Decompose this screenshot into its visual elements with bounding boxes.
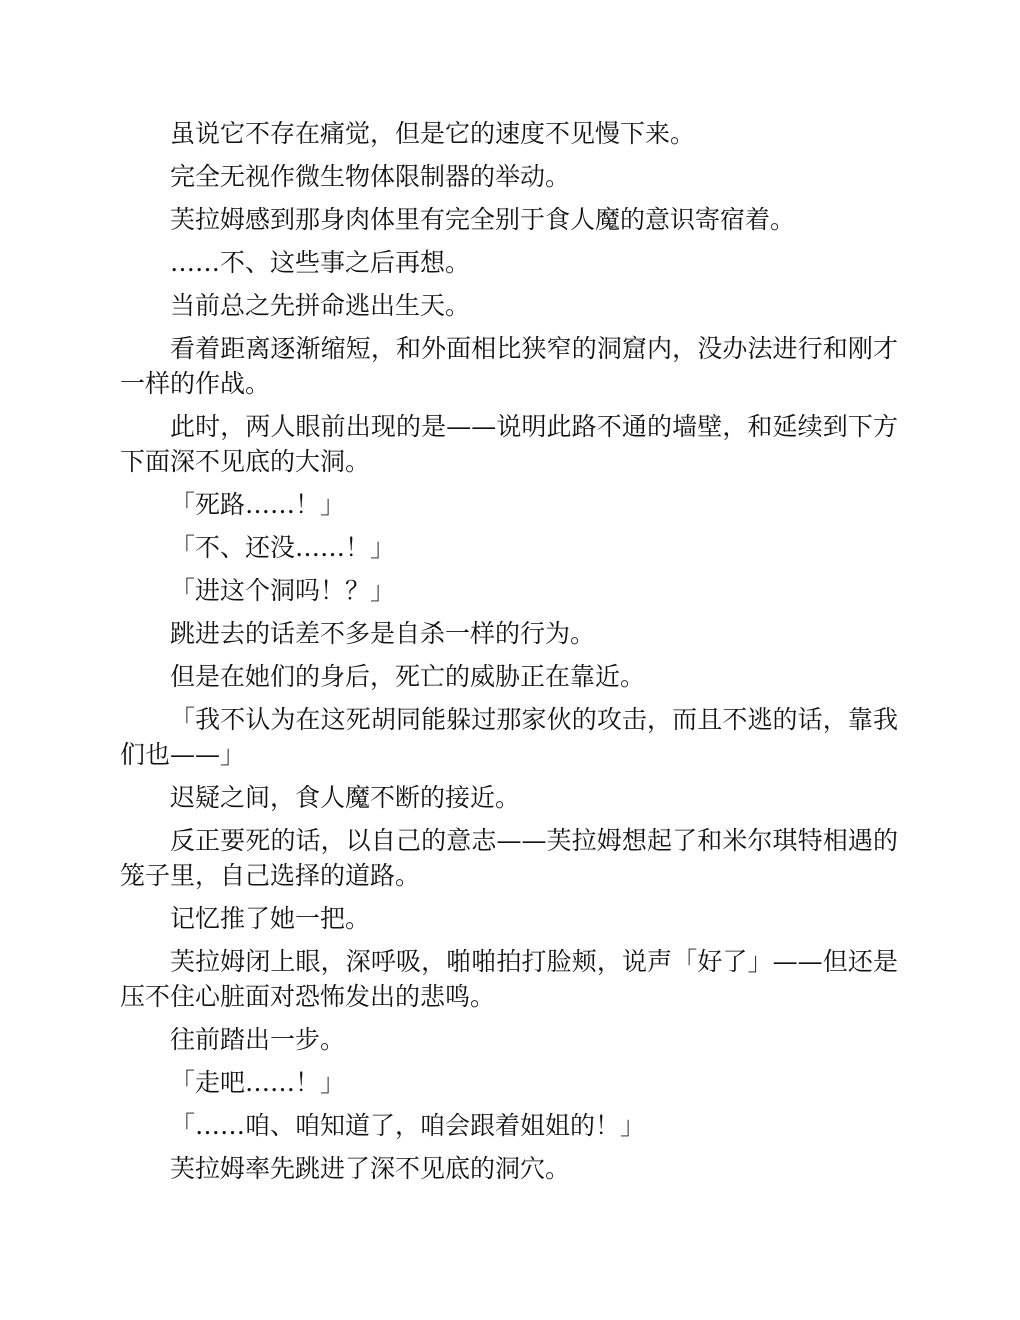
paragraph: 跳进去的话差不多是自杀一样的行为。 [170, 619, 596, 648]
paragraph: 「……咱、咱知道了，咱会跟着姐姐的！」 [170, 1111, 646, 1140]
paragraph: ……不、这些事之后再想。 [170, 248, 471, 277]
paragraph: 但是在她们的身后，死亡的威胁正在靠近。 [170, 662, 646, 691]
paragraph: 记忆推了她一把。 [170, 904, 371, 933]
paragraph: 「死路……！」 [170, 490, 346, 519]
paragraph: 看着距离逐渐缩短，和外面相比狭窄的洞窟内，没办法进行和刚才一样的作战。 [120, 334, 898, 398]
paragraph: 「不、还没……！」 [170, 533, 396, 562]
paragraph: 虽说它不存在痛觉，但是它的速度不见慢下来。 [170, 119, 696, 148]
paragraph: 此时，两人眼前出现的是——说明此路不通的墙壁，和延续到下方下面深不见底的大洞。 [120, 412, 898, 476]
paragraph: 完全无视作微生物体限制器的举动。 [170, 162, 571, 191]
paragraph: 迟疑之间，食人魔不断的接近。 [170, 783, 521, 812]
paragraph: 「进这个洞吗！？」 [170, 576, 396, 605]
paragraph: 「我不认为在这死胡同能躲过那家伙的攻击，而且不逃的话，靠我们也——」 [120, 705, 898, 769]
paragraph: 芙拉姆闭上眼，深呼吸，啪啪拍打脸颊，说声「好了」——但还是压不住心脏面对恐怖发出的悲鸣。 [120, 947, 898, 1011]
paragraph: 往前踏出一步。 [170, 1025, 346, 1054]
paragraph: 「走吧……！」 [170, 1068, 346, 1097]
document-body [120, 116, 898, 1194]
paragraph: 反正要死的话，以自己的意志——芙拉姆想起了和米尔琪特相遇的笼子里，自己选择的道路。 [120, 826, 898, 890]
paragraph: 芙拉姆感到那身肉体里有完全别于食人魔的意识寄宿着。 [170, 205, 796, 234]
paragraph: 芙拉姆率先跳进了深不见底的洞穴。 [170, 1154, 571, 1183]
paragraph: 当前总之先拼命逃出生天。 [170, 291, 471, 320]
